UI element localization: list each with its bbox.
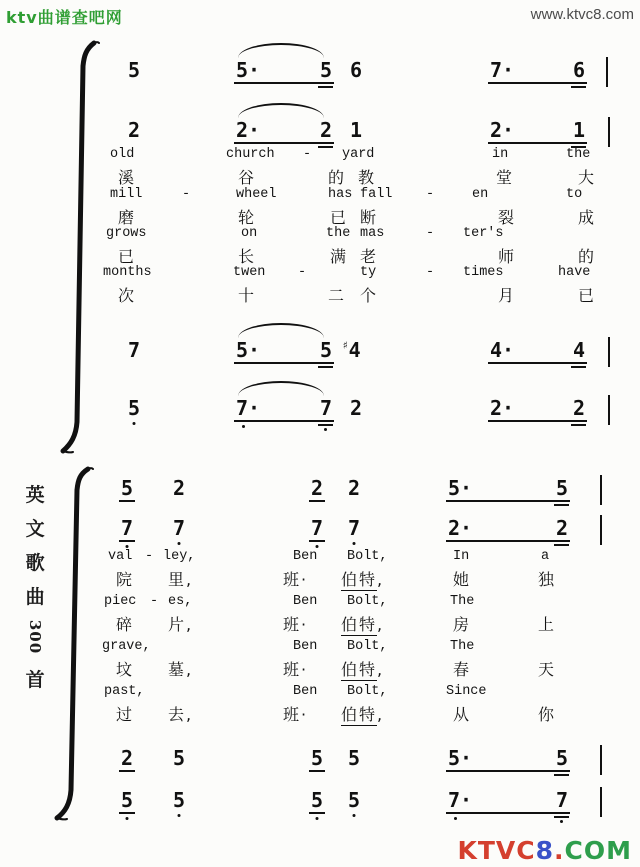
lyric-cell-en: old (110, 147, 135, 162)
jianpu-note: 7 (311, 518, 323, 538)
jianpu-note-group (490, 60, 585, 80)
jianpu-note: 5 (311, 746, 324, 770)
jianpu-note: 2 (311, 476, 324, 500)
lyric-cell-en: - (145, 549, 154, 564)
lyric-cell-cn: 成 (578, 208, 597, 227)
book-title-char: 首 (25, 669, 45, 691)
site-logo-part: 8 (535, 836, 555, 865)
lyric-cell-cn: 她 (453, 570, 472, 589)
note-underline (309, 770, 325, 772)
note-underline (309, 812, 325, 814)
jianpu-note: 5 (128, 398, 140, 418)
lyric-cell-cn: 上 (538, 615, 557, 634)
lyric-cell-cn: 裂 (498, 208, 517, 227)
jianpu-note: 5 (348, 790, 360, 810)
beam-underline (446, 770, 570, 772)
octave-dot (316, 545, 319, 548)
lyric-cell-en: the (566, 147, 591, 162)
lyric-cell-en: Bolt, (347, 594, 388, 609)
lyric-cell-cn: 里, (168, 570, 194, 589)
lyric-cell-cn: 墓, (168, 660, 194, 679)
jianpu-note: 7· (490, 58, 515, 82)
lyric-cell-cn: 坟 (116, 660, 135, 679)
lyric-cell-cn: 二 (328, 286, 347, 305)
jianpu-note: 2 (350, 396, 363, 420)
book-title-char: 曲 (25, 586, 45, 608)
lyric-cell-cn: 已 (330, 208, 349, 227)
jianpu-note-group (448, 748, 568, 768)
octave-dot (560, 820, 563, 823)
book-title-char: 英 (25, 484, 45, 506)
lyric-cell-cn: 碎 (116, 615, 135, 634)
lyric-cell-cn: 的 (328, 168, 347, 187)
lyric-cell-en: on (241, 226, 258, 241)
jianpu-note: 2· (236, 118, 261, 142)
jianpu-note-group (236, 60, 332, 80)
second-underline (554, 544, 569, 546)
second-underline (571, 366, 586, 368)
jianpu-note: 2 (128, 118, 141, 142)
octave-dot (454, 817, 457, 820)
second-underline (318, 366, 333, 368)
jianpu-note: 5· (448, 476, 473, 500)
jianpu-note: 5 (319, 58, 332, 82)
second-underline (318, 86, 333, 88)
lyric-cell-en: - (298, 265, 307, 280)
lyric-cell-en: yard (342, 147, 375, 162)
lyric-cell-cn: 月 (498, 286, 517, 305)
jianpu-note: 5 (128, 58, 141, 82)
site-watermark-top-left: ktv曲谱查吧网 (6, 8, 123, 27)
lyric-cell-cn: 堂 (496, 168, 515, 187)
jianpu-note-group (490, 398, 585, 418)
jianpu-note: 2 (121, 746, 134, 770)
jianpu-note-group (490, 340, 585, 360)
site-logo-part: KTVC (457, 836, 536, 865)
beam-underline (234, 142, 334, 144)
lyric-cell-en: es, (168, 594, 193, 609)
lyric-cell-cn: 已 (118, 247, 137, 266)
lyric-cell-cn: 伯特, (341, 570, 385, 589)
lyric-cell-en: - (426, 226, 435, 241)
sharp-icon: ♯ (342, 339, 349, 352)
jianpu-note: 1 (572, 118, 585, 142)
lyric-cell-cn: 师 (498, 247, 517, 266)
lyric-cell-cn: 老 (360, 247, 379, 266)
second-underline (318, 424, 333, 426)
lyric-cell-cn: 过 (116, 705, 135, 724)
jianpu-note: 5· (236, 338, 261, 362)
lyric-cell-en: to (566, 187, 583, 202)
note-underline (309, 540, 325, 542)
jianpu-note: 7 (555, 788, 568, 812)
book-title-char: 文 (25, 518, 45, 540)
lyric-cell-en: ley, (163, 549, 196, 564)
lyric-cell-en: twen (233, 265, 266, 280)
second-underline (554, 816, 569, 818)
lyric-cell-en: Ben (293, 639, 318, 654)
lyric-cell-en: The (450, 639, 475, 654)
lyric-cell-en: piec (104, 594, 137, 609)
lyric-cell-cn: 满 (330, 247, 349, 266)
octave-dot (126, 817, 129, 820)
jianpu-note-group (448, 518, 568, 538)
jianpu-note: 5 (555, 746, 568, 770)
lyric-cell-en: ty (360, 265, 377, 280)
lyric-cell-cn: 大 (578, 168, 597, 187)
octave-dot (126, 545, 129, 548)
lyric-cell-cn: 班· (283, 615, 309, 634)
lyric-cell-en: - (426, 265, 435, 280)
second-underline (554, 774, 569, 776)
lyric-cell-cn: 班· (283, 705, 309, 724)
second-underline (554, 504, 569, 506)
second-underline (318, 146, 333, 148)
barline (600, 787, 602, 817)
note-underline (119, 540, 135, 542)
slur-arc (238, 323, 324, 338)
jianpu-note: 5 (121, 476, 134, 500)
jianpu-note: 4· (490, 338, 515, 362)
system-1-brace-icon (60, 40, 100, 456)
lyric-cell-en: a (541, 549, 550, 564)
note-underline (309, 500, 325, 502)
lyric-cell-en: grows (106, 226, 147, 241)
jianpu-note: 1 (350, 118, 363, 142)
lyric-cell-cn: 谷 (238, 168, 257, 187)
slur-arc (238, 381, 324, 396)
lyric-cell-en: Since (446, 684, 487, 699)
jianpu-note: 7· (448, 788, 473, 812)
jianpu-note: 2 (173, 476, 186, 500)
lyric-cell-cn: 你 (538, 705, 557, 724)
octave-dot (324, 428, 327, 431)
underlined-name: 伯特 (341, 615, 378, 634)
underlined-name: 伯特 (341, 705, 378, 724)
jianpu-note: 5 (173, 790, 185, 810)
site-logo-part: . (554, 836, 565, 865)
slur-arc (238, 103, 324, 118)
lyric-cell-en: mill (110, 187, 143, 202)
lyric-cell-cn: 去, (168, 705, 194, 724)
lyric-cell-en: val (108, 549, 133, 564)
site-url-top-right: www.ktvc8.com (530, 6, 634, 23)
barline (600, 475, 602, 505)
lyric-cell-cn: 次 (118, 286, 137, 305)
lyric-cell-en: Bolt, (347, 549, 388, 564)
octave-dot (133, 422, 136, 425)
jianpu-note: 7 (319, 396, 332, 420)
lyric-cell-en: The (450, 594, 475, 609)
jianpu-note: 2 (555, 516, 568, 540)
jianpu-note: ♯4 (342, 338, 361, 362)
jianpu-note: 7 (121, 518, 133, 538)
second-underline (571, 424, 586, 426)
lyric-cell-cn: 轮 (238, 208, 257, 227)
barline (600, 515, 602, 545)
book-title-vertical (18, 480, 52, 692)
jianpu-note-group (448, 790, 568, 810)
lyric-cell-en: Bolt, (347, 684, 388, 699)
system-2-brace-icon (54, 466, 94, 822)
lyric-cell-en: Ben (293, 594, 318, 609)
octave-dot (353, 814, 356, 817)
slur-arc (238, 43, 324, 58)
lyric-cell-cn: 班· (283, 570, 309, 589)
lyric-cell-en: en (472, 187, 489, 202)
underlined-name: 伯特 (341, 570, 378, 589)
beam-underline (488, 362, 587, 364)
jianpu-note-group (236, 398, 332, 418)
jianpu-note-group (490, 120, 585, 140)
jianpu-note: 5 (173, 746, 186, 770)
lyric-cell-en: - (150, 594, 159, 609)
jianpu-note: 7 (128, 338, 141, 362)
book-title-char: 歌 (25, 552, 45, 574)
jianpu-note: 5 (311, 790, 323, 810)
lyric-cell-cn: 从 (453, 705, 472, 724)
lyric-cell-cn: 房 (453, 615, 472, 634)
lyric-cell-en: ter's (463, 226, 504, 241)
lyric-cell-en: past, (104, 684, 145, 699)
jianpu-note: 5 (555, 476, 568, 500)
lyric-cell-cn: 溪 (118, 168, 137, 187)
barline (608, 117, 610, 147)
site-logo-part: COM (564, 836, 632, 865)
lyric-cell-cn: 伯特, (341, 615, 385, 634)
lyric-cell-cn: 班· (283, 660, 309, 679)
lyric-cell-en: - (182, 187, 191, 202)
octave-dot (178, 814, 181, 817)
lyric-cell-en: Ben (293, 684, 318, 699)
octave-dot (242, 425, 245, 428)
lyric-cell-en: - (426, 187, 435, 202)
jianpu-note: 2 (348, 476, 361, 500)
lyric-cell-cn: 春 (453, 660, 472, 679)
lyric-cell-en: wheel (236, 187, 277, 202)
lyric-cell-en: in (492, 147, 509, 162)
beam-underline (234, 82, 334, 84)
jianpu-note: 4 (572, 338, 585, 362)
barline (608, 395, 610, 425)
beam-underline (446, 540, 570, 542)
lyric-cell-cn: 院 (116, 570, 135, 589)
note-underline (119, 812, 135, 814)
site-logo-bottom-right (457, 836, 632, 865)
jianpu-note: 5 (319, 338, 332, 362)
lyric-cell-cn: 伯特, (341, 660, 385, 679)
lyric-cell-en: months (103, 265, 152, 280)
lyric-cell-en: has (328, 187, 353, 202)
jianpu-note: 2· (490, 118, 515, 142)
beam-underline (234, 420, 334, 422)
beam-underline (234, 362, 334, 364)
jianpu-note: 5 (121, 790, 133, 810)
jianpu-note: 5 (348, 746, 361, 770)
barline (606, 57, 608, 87)
jianpu-note: 2· (448, 516, 473, 540)
jianpu-note-group (448, 478, 568, 498)
lyric-cell-cn: 个 (360, 286, 379, 305)
lyric-cell-en: fall (360, 187, 393, 202)
lyric-cell-cn: 伯特, (341, 705, 385, 724)
lyric-cell-cn: 天 (538, 660, 557, 679)
note-underline (119, 500, 135, 502)
lyric-cell-en: Bolt, (347, 639, 388, 654)
beam-underline (488, 142, 587, 144)
octave-dot (353, 542, 356, 545)
lyric-cell-cn: 片, (168, 615, 194, 634)
lyric-cell-cn: 断 (360, 208, 379, 227)
jianpu-note: 2 (319, 118, 332, 142)
lyric-cell-cn: 已 (578, 286, 597, 305)
beam-underline (488, 420, 587, 422)
lyric-cell-cn: 长 (238, 247, 257, 266)
barline (608, 337, 610, 367)
note-underline (119, 770, 135, 772)
jianpu-note: 5· (448, 746, 473, 770)
lyric-cell-cn: 十 (238, 286, 257, 305)
jianpu-note: 7· (236, 396, 261, 420)
lyric-cell-en: church (226, 147, 275, 162)
underlined-name: 伯特 (341, 660, 378, 679)
lyric-cell-en: In (453, 549, 470, 564)
jianpu-note: 7 (173, 518, 185, 538)
beam-underline (446, 500, 570, 502)
jianpu-note-group (236, 340, 332, 360)
jianpu-note: 2 (572, 396, 585, 420)
lyric-cell-cn: 教 (358, 168, 377, 187)
jianpu-note: 6 (350, 58, 363, 82)
lyric-cell-cn: 磨 (118, 208, 137, 227)
octave-dot (316, 817, 319, 820)
beam-underline (446, 812, 570, 814)
lyric-cell-en: times (463, 265, 504, 280)
jianpu-note: 7 (348, 518, 360, 538)
lyric-cell-en: mas (360, 226, 385, 241)
lyric-cell-cn: 独 (538, 570, 557, 589)
lyric-cell-en: Ben (293, 549, 318, 564)
lyric-cell-en: - (303, 147, 312, 162)
jianpu-note: 6 (572, 58, 585, 82)
lyric-cell-en: grave, (102, 639, 151, 654)
octave-dot (178, 542, 181, 545)
lyric-cell-cn: 的 (578, 247, 597, 266)
lyric-cell-en: the (326, 226, 351, 241)
jianpu-note: 2· (490, 396, 515, 420)
lyric-cell-en: have (558, 265, 591, 280)
second-underline (571, 86, 586, 88)
barline (600, 745, 602, 775)
jianpu-note-group (236, 120, 332, 140)
book-title-char: 300 (26, 619, 45, 655)
jianpu-note: 5· (236, 58, 261, 82)
beam-underline (488, 82, 587, 84)
